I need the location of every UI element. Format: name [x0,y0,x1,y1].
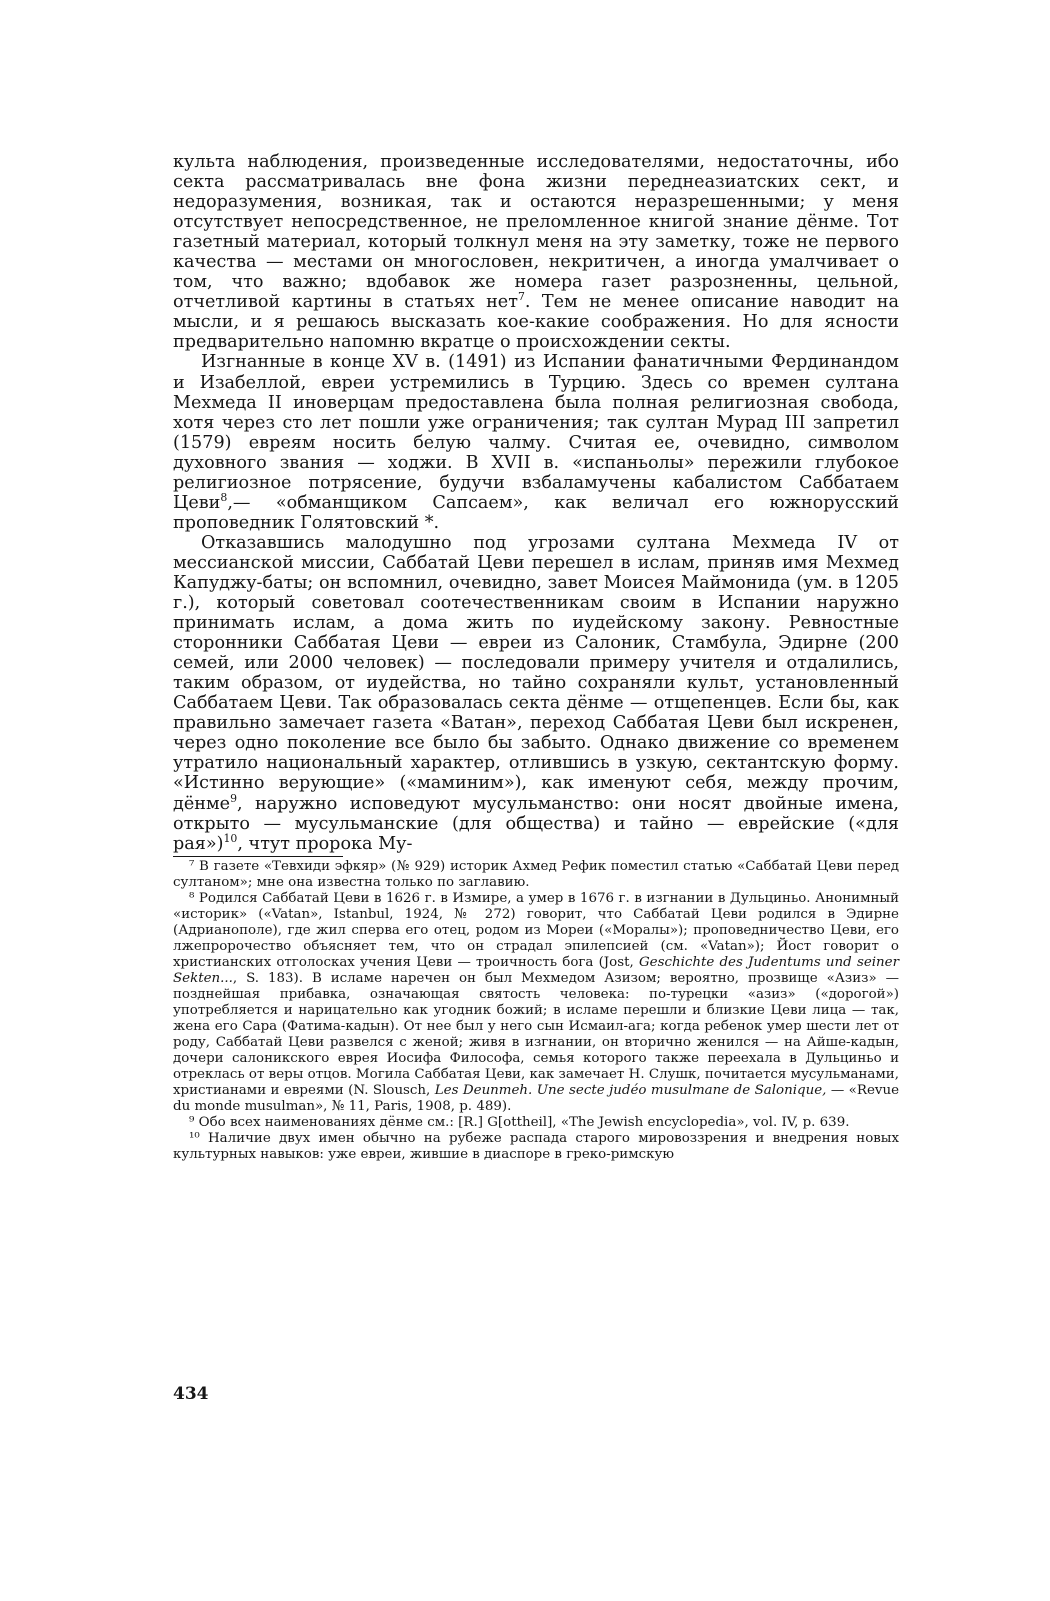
footnote-ref-7[interactable]: 7 [517,290,525,304]
paragraph-3-mid: , наружно исповедуют мусульманство: они носят двойные имена, открыто — мусульманские (для общества) и тайно — еврейские («для рая») [173,793,899,854]
footnote-8-text-a: ⁸ Родился Саббатай Цеви в 1626 г. в Измире, а умер в 1676 г. в изгнании в Дульциньо. Анонимный «историк» («Vatan», Istanbul, 1924, № 272) говорит, что Саббатай Цеви родился в Эдирне (Адрианополе), где жил сперва его отец, родом из Мореи («Моралы»); проповедничество Цеви, его лжепророчество объясняет тем, что он страдал эпилепсией (см. «Vatan»); Йост говорит о христианских отголосках учения Цеви — троичность бога (Jost, [173,890,899,970]
paragraph-3-text: Отказавшись малодушно под угрозами султана Мехмеда IV от мессианской миссии, Саббатай Цеви перешел в ислам, приняв имя Мехмед Капуджу-баты; он вспомнил, очевидно, завет Моисея Маймонида (ум. в 1205 г.), который советовал соотечественникам своим в Испании наружно принимать ислам, а дома жить по иудейскому закону. Ревностные сторонники Саббатая Цеви — евреи из Салоник, Стамбула, Эдирне (200 семей, или 2000 человек) — последовали примеру учителя и отдалились, таким образом, от иудейства, но тайно сохраняли культ, установленный Саббатаем Цеви. Так образовалась секта дёнме — отщепенцев. Если бы, как правильно замечает газета «Ватан», переход Саббатая Цеви был искренен, через одно поколение все было бы забыто. Однако движение со временем утратило национальный характер, отлившись в узкую, сектантскую форму. «Истинно верующие» («маминим»), как именуют себя, между прочим, дёнме [173,532,899,814]
footnote-7: ⁷ В газете «Тевхиди эфкяр» (№ 929) историк Ахмед Рефик поместил статью «Саббатай Цеви перед султаном»; мне она известна только по заглавию. [173,858,899,890]
footnotes [173,859,899,1164]
paragraph-2-text: Изгнанные в конце XV в. (1491) из Испании фанатичными Фердинандом и Изабеллой, евреи устремились в Турцию. Здесь со времен султана Мехмеда II иноверцам предоставлена была полная религиозная свобода, хотя через сто лет пошли уже ограничения; так султан Мурад III запретил (1579) евреям носить белую чалму. Считая ее, очевидно, символом духовного звания — ходжи. В XVII в. «испаньолы» пережили глубокое религиозное потрясение, будучи взбаламучены кабалистом Саббатаем Цеви [173,352,899,513]
paragraph-3-end: , чтут пророка Му- [237,833,413,854]
paragraph-2-end: ,— «обманщиком Сапсаем», как величал его южнорусский проповедник Голятовский *. [173,492,899,533]
footnote-8-text-b: , S. 183). В исламе наречен он был Мехмедом Азизом; вероятно, прозвище «Азиз» — позднейшая прибавка, означающая святость человека: по-турецки «азиз» («дорогой») употребляется и нарицательно как угодник божий; в исламе перешли и близкие Цеви лица — так, жена его Сара (Фатима-кадын). От нее был у него сын Исмаил-ага; когда ребенок умер шести лет от роду, Саббатай Цеви развелся с женой; живя в изгнании, он вторично женился — на Айше-кадын, дочери салоникского еврея Иосифа Философа, семья которого также переехала в Дульциньо и отреклась от веры отцов. Могила Саббатая Цеви, как замечает Н. Слушк, почитается мусульманами, христианами и евреями (N. Slousch, [173,970,899,1099]
footnote-8-title-jost: Geschichte des Judentums und seiner Sekten... [173,954,899,986]
footnote-8-text-c: — «Revue du monde musulman», № 11, Paris, 1908, p. 489). [173,1083,899,1115]
footnote-9: ⁹ Обо всех наименованиях дёнме см.: [R.] G[ottheil], «The Jewish encyclopedia», vol. IV, p. 639. [189,1115,850,1131]
footnote-8 [173,891,899,1116]
paragraph-1-text: культа наблюдения, произведенные исследователями, недостаточны, ибо секта рассматривалась вне фона жизни переднеазиатских сект, и недоразумения, возникая, так и остаются неразрешенными; у меня отсутствует непосредственное, не преломленное книгой знание дёнме. Тот газетный материал, который толкнул меня на эту заметку, тоже не первого качества — местами он многословен, некритичен, а иногда умалчивает о том, что важно; вдобавок же номера газет разрозненны, цельной, отчетливой картины в статьях нет [173,152,899,313]
paragraph-3 [173,533,899,854]
paragraph-2 [173,352,899,532]
footnote-ref-10[interactable]: 10 [223,831,238,845]
main-text [173,152,899,854]
footnote-ref-9[interactable]: 9 [230,791,238,805]
footnote-10: ¹⁰ Наличие двух имен обычно на рубеже распада старого мировоззрения и внедрения новых культурных навыков: уже евреи, жившие в диаспоре в греко-римскую [173,1131,899,1163]
footnote-ref-8[interactable]: 8 [220,490,228,504]
footnote-8-title-slousch: Les Deunmeh. Une secte judéo musulmane de Salonique, [434,1083,827,1099]
page-body [173,152,899,1164]
paragraph-1 [173,152,899,352]
paragraph-1-end: . Тем не менее описание наводит на мысли, и я решаюсь высказать кое-какие соображения. Но для ясности предварительно напомню вкратце о происхождении секты. [173,292,899,353]
footnote-divider [173,856,343,857]
page-number: 434 [173,1384,209,1404]
